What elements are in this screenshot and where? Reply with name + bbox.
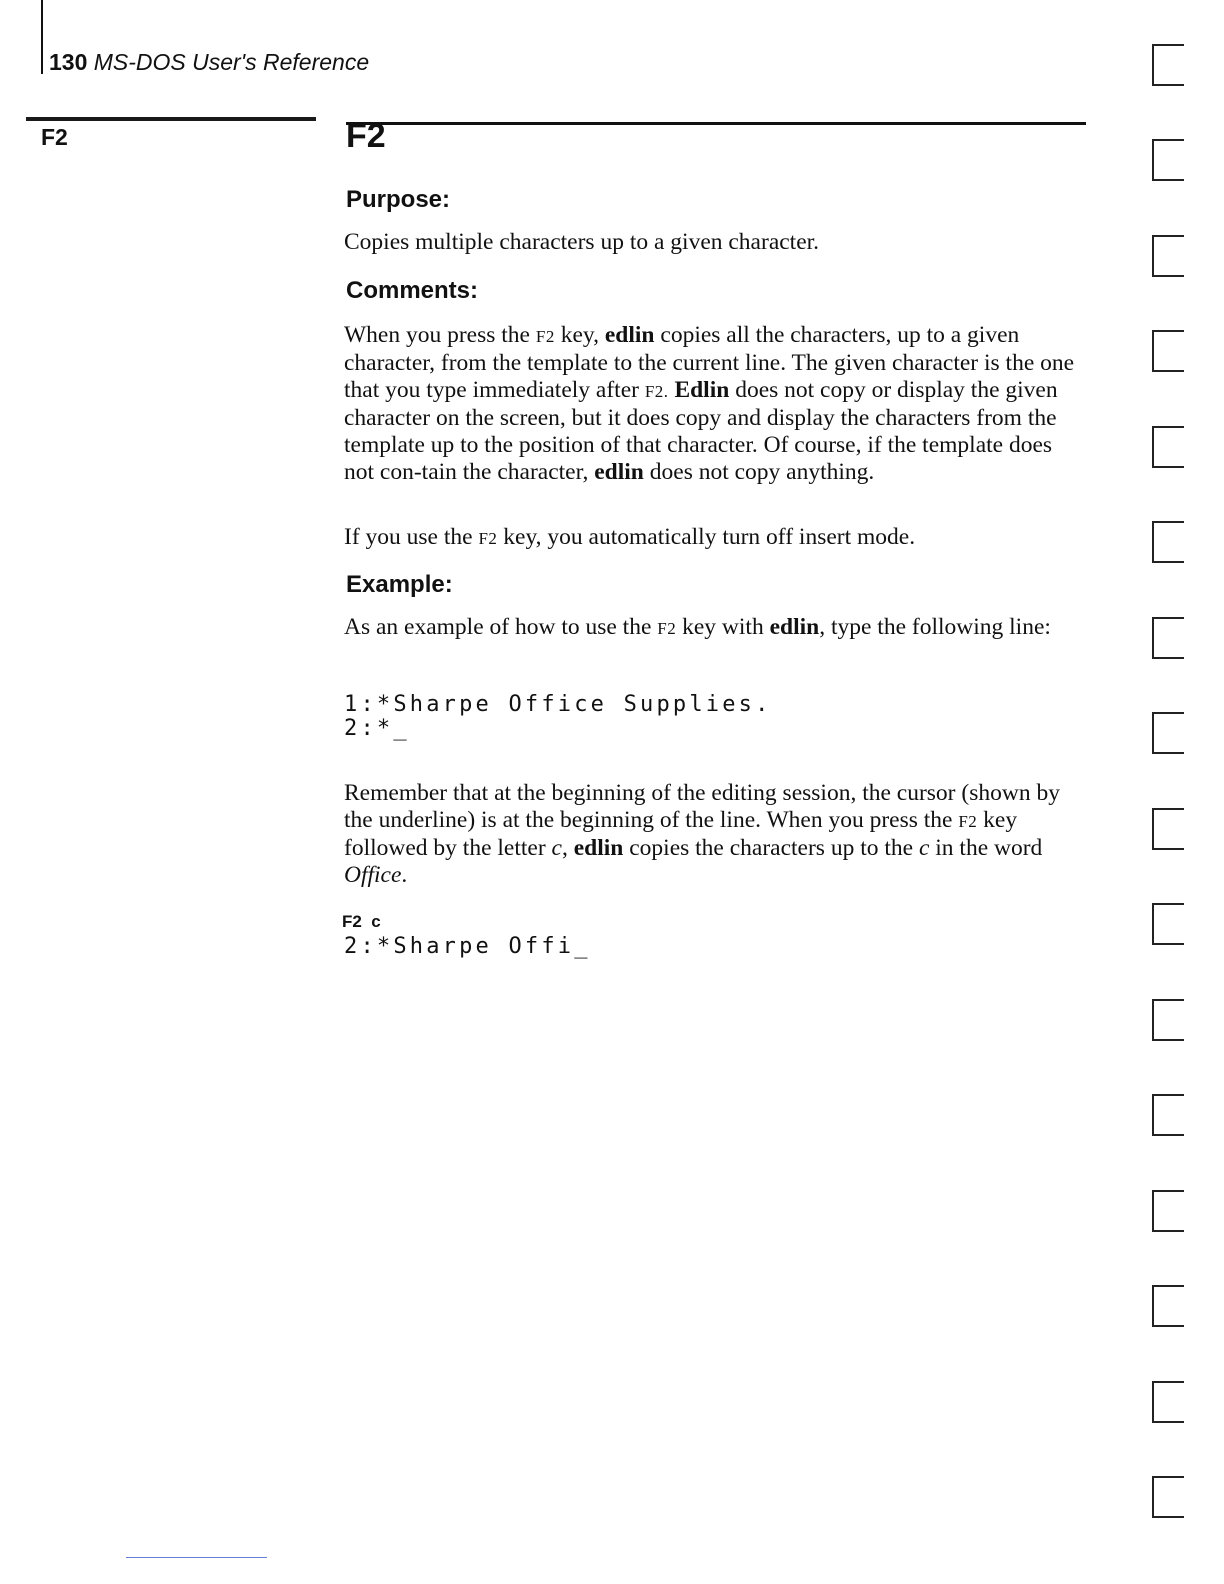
code-line: 2:*_	[344, 716, 410, 741]
index-tab-mark	[1152, 617, 1184, 659]
index-tab-mark	[1152, 139, 1184, 181]
comments-heading: Comments:	[346, 277, 479, 304]
index-tab-mark	[1152, 1476, 1184, 1518]
purpose-heading: Purpose:	[346, 186, 451, 213]
example-explanation: Remember that at the beginning of the editing session, the cursor (shown by the underline) is at the beginning of the line. When you press the F2 key followed by the letter c, edlin copies the characters up to the c in the word Office.	[344, 780, 1060, 888]
comments-paragraph-1: When you press the F2 key, edlin copies all the characters, up to a given character, from the template to the current line. The given character is the one that you type immediately after F2. Edlin does not copy or display the given character on the screen, but it does copy and display the characters from the template up to the position of that character. Of course, if the template does not con-tain the character, edlin does not copy anything.	[344, 322, 1075, 485]
key-f2: F2	[958, 812, 978, 831]
key-f2: F2	[478, 529, 498, 548]
purpose-text: Copies multiple characters up to a given character.	[344, 229, 820, 255]
key-f2: F2	[657, 619, 677, 638]
command-edlin: edlin	[573, 835, 624, 861]
index-tab-mark	[1152, 1285, 1184, 1327]
command-edlin: edlin	[604, 322, 655, 348]
book-title: MS-DOS User's Reference	[93, 49, 370, 75]
index-tab-mark	[1152, 1190, 1184, 1232]
margin-rule	[26, 117, 316, 121]
index-tab-mark	[1152, 1381, 1184, 1423]
key-f2: F2.	[644, 382, 669, 401]
index-tab-mark	[1152, 1094, 1184, 1136]
example-heading: Example:	[346, 571, 453, 598]
example-intro: As an example of how to use the F2 key with edlin, type the following line:	[344, 614, 1051, 640]
index-tab-mark	[1152, 808, 1184, 850]
title-rule	[346, 122, 1086, 125]
index-tab-mark	[1152, 44, 1184, 86]
code-line: 1:*Sharpe Office Supplies.	[344, 692, 772, 717]
page-number: 130	[49, 49, 88, 75]
index-tab-mark	[1152, 426, 1184, 468]
index-tab-mark	[1152, 235, 1184, 277]
command-edlin: edlin	[769, 614, 820, 640]
index-tab-mark	[1152, 999, 1184, 1041]
index-tab-mark	[1152, 330, 1184, 372]
key-f2: F2	[535, 327, 555, 346]
running-header	[49, 49, 369, 76]
index-tab-mark	[1152, 521, 1184, 563]
index-tab-mark	[1152, 712, 1184, 754]
header-vertical-rule	[41, 0, 43, 74]
bottom-artifact-line	[126, 1557, 267, 1558]
command-edlin: Edlin	[674, 377, 730, 403]
keystroke-line: F2 c	[342, 912, 381, 931]
command-edlin: edlin	[594, 459, 644, 485]
comments-paragraph-2: If you use the F2 key, you automatically turn off insert mode.	[344, 524, 916, 550]
result-line: 2:*Sharpe Offi_	[344, 934, 591, 959]
index-tab-mark	[1152, 903, 1184, 945]
entry-title: F2	[346, 117, 386, 155]
margin-tab-label: F2	[41, 124, 68, 150]
